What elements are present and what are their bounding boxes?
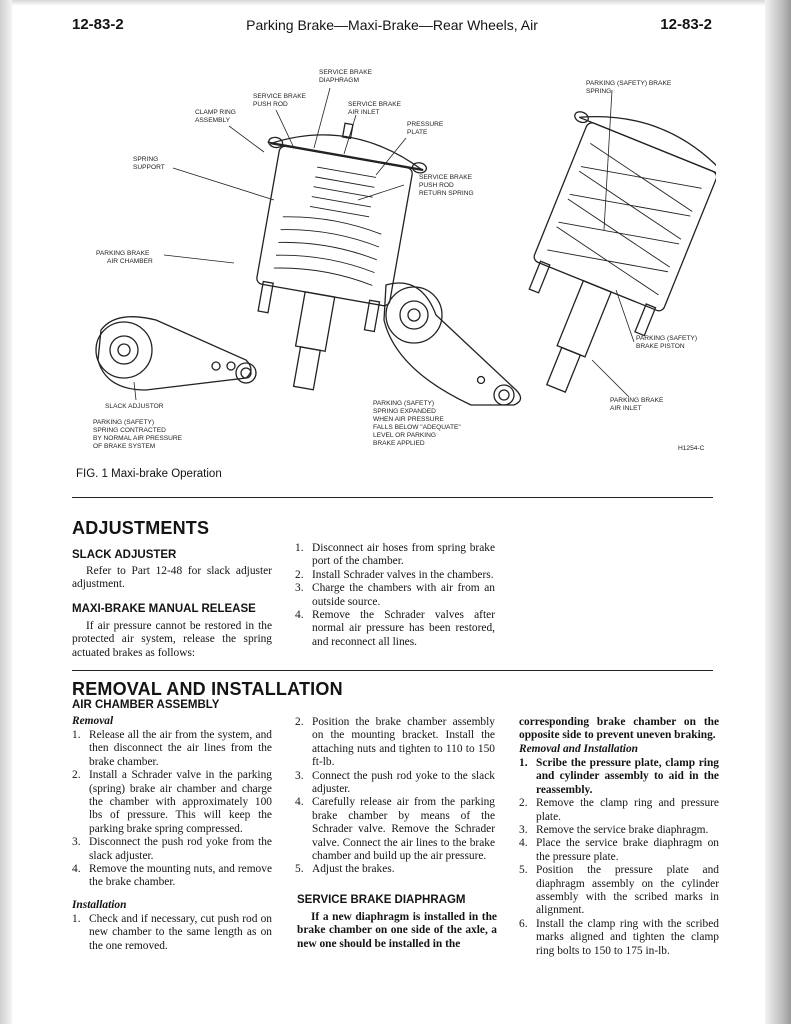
- label-clamp-ring-2: ASSEMBLY: [195, 117, 231, 124]
- label-parking-air-chamber-2: AIR CHAMBER: [107, 258, 153, 265]
- installation-steps-col1: [72, 913, 272, 953]
- step-text: Install a Schrader valve in the parking (spring) brake air chamber and charge the chamber with approximately 100 lbs of pressure. This will keep the parking brake spring compressed.: [89, 769, 272, 835]
- list-item: [295, 582, 495, 609]
- step-text: Position the brake chamber assembly on the mounting bracket. Install the attaching nuts and tighten to 110 to 150 ft-lb.: [312, 716, 495, 769]
- label-return-spring-1: SERVICE BRAKE: [419, 174, 473, 181]
- removal-label: Removal: [72, 715, 114, 727]
- step-number: 2.: [295, 568, 304, 581]
- diaphragm-note-part1: If a new diaphragm is installed in the brake chamber on one side of the axle, a new one should be installed in the: [297, 911, 497, 950]
- list-item: [519, 837, 719, 864]
- step-text: Carefully release air from the parking brake chamber by means of the Schrader valve. Remove the Schrader valve. Connect the air lines to the brake chamber and build up the air pressure.: [312, 796, 495, 863]
- label-spring-contracted-3: BY NORMAL AIR PRESSURE: [93, 435, 183, 442]
- label-spring-expanded-4: FALLS BELOW "ADEQUATE": [373, 424, 461, 431]
- list-item: [519, 757, 719, 797]
- right-slack-adjuster: [384, 283, 521, 405]
- label-spring-expanded-3: WHEN AIR PRESSURE: [373, 416, 444, 423]
- step-text: Remove the mounting nuts, and remove the brake chamber.: [89, 863, 272, 889]
- step-number: 2.: [519, 797, 528, 810]
- list-item: [519, 824, 719, 837]
- step-text: Remove the Schrader valves after normal air pressure has been restored, and reconnect all lines.: [312, 609, 495, 648]
- label-parking-air-inlet-2: AIR INLET: [610, 405, 642, 412]
- right-brake-chamber: [477, 97, 716, 420]
- list-item: [295, 569, 495, 582]
- installation-label: Installation: [72, 899, 127, 911]
- removal-installation-heading: REMOVAL AND INSTALLATION: [72, 679, 343, 699]
- list-item: [295, 770, 495, 797]
- step-text: Release all the air from the system, and then disconnect the air lines from the brake chamber.: [89, 729, 272, 768]
- step-text: Position the pressure plate and diaphragm assembly on the cylinder assembly with the scribed marks in alignment.: [536, 864, 719, 917]
- step-number: 1.: [72, 913, 81, 925]
- page-number-right: 12-83-2: [660, 16, 712, 33]
- rule-after-figure: [72, 497, 713, 498]
- list-item: [519, 797, 719, 824]
- maxi-release-steps: [295, 542, 495, 649]
- step-number: 2.: [295, 716, 304, 728]
- step-text: Connect the push rod yoke to the slack adjuster.: [312, 769, 495, 796]
- step-number: 3.: [295, 769, 304, 782]
- figure-caption: FIG. 1 Maxi-brake Operation: [76, 468, 222, 480]
- page-right-edge: [765, 0, 791, 1024]
- figure-labels: [93, 69, 705, 452]
- air-chamber-assembly-heading: AIR CHAMBER ASSEMBLY: [72, 699, 220, 711]
- label-clamp-ring-1: CLAMP RING: [195, 109, 236, 116]
- label-parking-brake-spring-2: SPRING: [586, 88, 612, 95]
- label-service-brake-push-rod-1: SERVICE BRAKE: [253, 93, 307, 100]
- step-number: 1.: [295, 542, 304, 554]
- label-service-air-inlet-2: AIR INLET: [348, 109, 380, 116]
- label-spring-support-2: SUPPORT: [133, 164, 165, 171]
- step-number: 4.: [72, 863, 81, 876]
- running-header: [72, 16, 712, 38]
- step-text: Install the clamp ring with the scribed marks aligned and tighten the clamp ring bolts to 150 to 175 in-lb.: [536, 917, 719, 957]
- list-item: [519, 918, 719, 958]
- installation-steps-col2: [295, 716, 495, 877]
- diaphragm-note-part2: corresponding brake chamber on the opposite side to prevent uneven braking.: [519, 716, 719, 742]
- page-number-left: 12-83-2: [72, 16, 124, 33]
- label-pressure-plate-1: PRESSURE: [407, 121, 444, 128]
- removal-steps: [72, 729, 272, 890]
- step-text: Remove the clamp ring and pressure plate.: [536, 797, 719, 823]
- label-service-air-inlet-1: SERVICE BRAKE: [348, 101, 402, 108]
- step-number: 4.: [519, 837, 528, 850]
- step-text: Disconnect the push rod yoke from the slack adjuster.: [89, 836, 272, 862]
- label-parking-air-inlet-1: PARKING BRAKE: [610, 397, 664, 404]
- list-item: [519, 864, 719, 918]
- list-item: [295, 796, 495, 863]
- list-item: [295, 609, 495, 649]
- label-spring-support-1: SPRING: [133, 156, 159, 163]
- step-number: 5.: [295, 863, 304, 876]
- label-service-brake-diaphragm-2: DIAPHRAGM: [319, 77, 359, 84]
- left-slack-adjuster: [96, 317, 256, 390]
- step-number: 5.: [519, 864, 528, 877]
- step-text: Charge the chambers with air from an outside source.: [312, 582, 495, 608]
- step-number: 2.: [72, 769, 81, 782]
- label-spring-expanded-1: PARKING (SAFETY): [373, 400, 435, 407]
- label-spring-contracted-2: SPRING CONTRACTED: [93, 427, 166, 434]
- label-slack-adjustor: SLACK ADJUSTOR: [105, 403, 164, 410]
- step-text: Install Schrader valves in the chambers.: [312, 568, 494, 581]
- list-item: [295, 542, 495, 569]
- label-service-brake-diaphragm-1: SERVICE BRAKE: [319, 69, 373, 76]
- step-number: 1.: [72, 729, 81, 741]
- diaphragm-steps: [519, 757, 719, 958]
- label-spring-contracted-1: PARKING (SAFETY): [93, 419, 155, 426]
- label-service-brake-push-rod-2: PUSH ROD: [253, 101, 288, 108]
- list-item: [72, 729, 272, 769]
- header-title: Parking Brake—Maxi-Brake—Rear Wheels, Air: [246, 17, 538, 33]
- rule-before-removal: [72, 670, 713, 671]
- label-return-spring-2: PUSH ROD: [419, 182, 454, 189]
- slack-adjuster-text: Refer to Part 12-48 for slack adjuster adjustment.: [72, 565, 272, 591]
- step-number: 6.: [519, 917, 528, 930]
- step-number: 3.: [72, 836, 81, 849]
- step-number: 1.: [519, 757, 528, 769]
- step-text: Scribe the pressure plate, clamp ring and cylinder assembly to aid in the reassembly.: [536, 757, 719, 796]
- step-text: Check and if necessary, cut push rod on new chamber to the same length as on the one removed.: [89, 913, 272, 952]
- step-text: Remove the service brake diaphragm.: [536, 824, 709, 837]
- maxi-brake-release-heading: MAXI-BRAKE MANUAL RELEASE: [72, 603, 256, 615]
- list-item: [72, 913, 272, 953]
- label-pressure-plate-2: PLATE: [407, 129, 428, 136]
- list-item: [72, 769, 272, 836]
- label-return-spring-3: RETURN SPRING: [419, 190, 474, 197]
- step-number: 4.: [295, 609, 304, 622]
- label-spring-expanded-5: LEVEL OR PARKING: [373, 432, 437, 439]
- page-binding-edge: [0, 0, 12, 1024]
- label-parking-air-chamber-1: PARKING BRAKE: [96, 250, 150, 257]
- label-spring-contracted-4: OF BRAKE SYSTEM: [93, 443, 156, 450]
- label-brake-piston-2: BRAKE PISTON: [636, 343, 685, 350]
- maxi-brake-figure: [76, 60, 716, 460]
- service-brake-diaphragm-heading: SERVICE BRAKE DIAPHRAGM: [297, 894, 466, 906]
- step-number: 3.: [519, 824, 528, 837]
- label-spring-expanded-6: BRAKE APPLIED: [373, 440, 425, 447]
- step-text: Place the service brake diaphragm on the pressure plate.: [536, 837, 719, 863]
- label-spring-expanded-2: SPRING EXPANDED: [373, 408, 436, 415]
- list-item: [72, 836, 272, 863]
- page-top-shadow: [0, 0, 791, 6]
- label-brake-piston-1: PARKING (SAFETY): [636, 335, 698, 342]
- step-text: Disconnect air hoses from spring brake port of the chamber.: [312, 542, 495, 568]
- left-brake-chamber: [227, 111, 432, 403]
- figure-id: H1254-C: [678, 445, 705, 452]
- list-item: [295, 863, 495, 876]
- step-number: 3.: [295, 582, 304, 595]
- maxi-brake-release-text: If air pressure cannot be restored in the protected air system, release the spring actuated brakes as follows:: [72, 620, 272, 659]
- removal-and-installation-label: Removal and Installation: [519, 743, 638, 755]
- list-item: [72, 863, 272, 890]
- label-parking-brake-spring-1: PARKING (SAFETY) BRAKE: [586, 80, 672, 87]
- step-number: 4.: [295, 796, 304, 809]
- step-text: Adjust the brakes.: [312, 863, 395, 876]
- adjustments-heading: ADJUSTMENTS: [72, 518, 210, 538]
- maxi-brake-diagram: [76, 60, 716, 460]
- slack-adjuster-heading: SLACK ADJUSTER: [72, 549, 177, 561]
- list-item: [295, 716, 495, 770]
